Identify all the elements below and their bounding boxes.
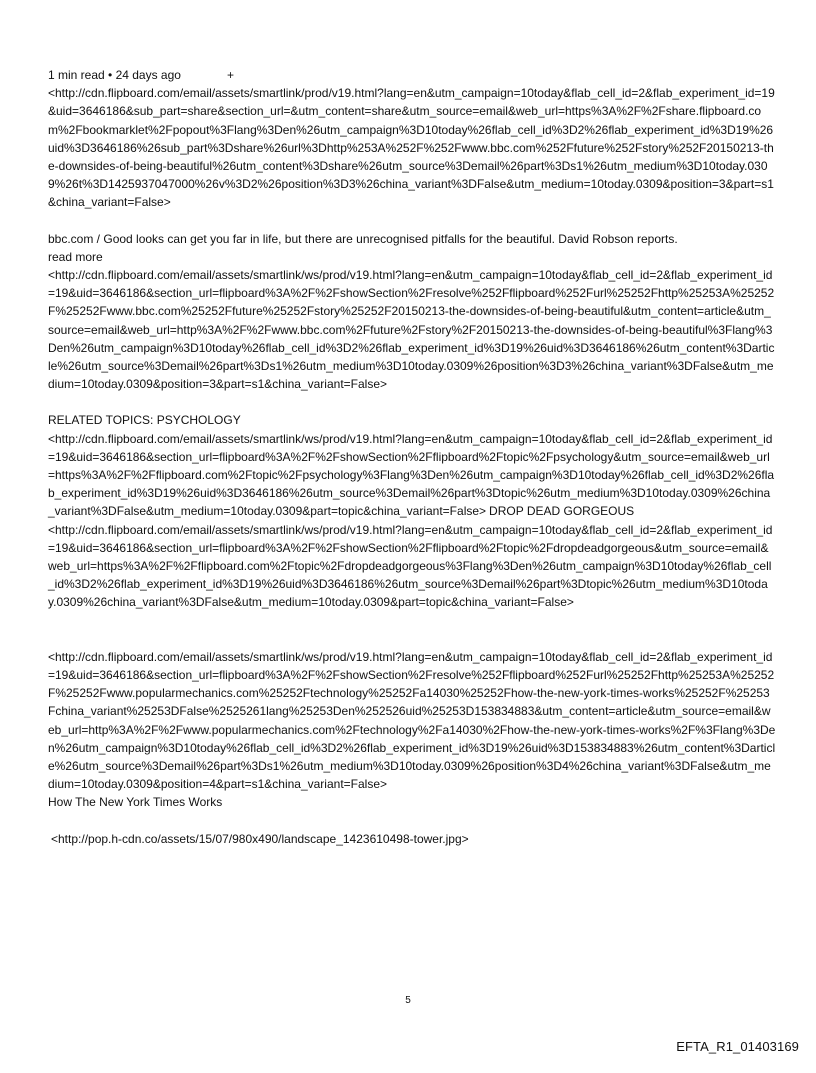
plus-icon[interactable]: +: [226, 68, 234, 82]
spacer: [48, 612, 776, 648]
spacer: [48, 393, 776, 411]
article-summary: bbc.com / Good looks can get you far in life, but there are unrecognised pitfalls for the beautiful. David Robson reports.: [48, 231, 678, 246]
article-meta: [48, 66, 776, 84]
page-number: 5: [405, 995, 411, 1006]
related-topics-label: RELATED TOPICS: PSYCHOLOGY: [48, 413, 241, 428]
read-more-link[interactable]: read more: [48, 249, 103, 264]
email-document: [48, 66, 776, 848]
popular-mechanics-link[interactable]: <http://cdn.flipboard.com/email/assets/smartlink/ws/prod/v19.html?lang=en&utm_campaign=10today&flab_cell_id=2&flab_experiment_id=19&uid=3646186&section_url=flipboard%3A%2F%2FshowSection%2Fresolve%252Fflipboard%252Furl%25252Fhttp%25253A%25252F%25252Fwww.popularmechanics.com%25252Ftechnology%25252Fa14030%25252Fhow-the-new-york-times-works%25252F%25253Fchina_variant%25253DFalse%2525261lang%25253Den%252526uid%25253D153834883&utm_content=article&utm_source=email&web_url=http%3A%2F%2Fwww.popularmechanics.com%2Ftechnology%2Fa14030%2Fhow-the-new-york-times-works%2F%3Flang%3Den%26utm_campaign%3D10today%26flab_cell_id%3D2%26flab_experiment_id%3D19%26uid%3D153834883%26utm_content%3Darticle%26utm_source%3Demail%26part%3Ds1%26utm_medium%3D10today.0309%26position%3D4%26china_variant%3DFalse&utm_medium=10today.0309&position=4&part=s1&china_variant=False>: [48, 649, 776, 792]
image-link[interactable]: <http://pop.h-cdn.co/assets/15/07/980x490/landscape_1423610498-tower.jpg>: [51, 831, 469, 846]
read-more-url[interactable]: <http://cdn.flipboard.com/email/assets/smartlink/ws/prod/v19.html?lang=en&utm_campaign=10today&flab_cell_id=2&flab_experiment_id=19&uid=3646186&section_url=flipboard%3A%2F%2FshowSection%2Fresolve%252Fflipboard%252Furl%25252Fhttp%25253A%25252F%25252Fwww.bbc.com%25252Ffuture%25252Fstory%25252F20150213-the-downsides-of-being-beautiful&utm_content=article&utm_source=email&web_url=http%3A%2F%2Fwww.bbc.com%2Ffuture%2Fstory%2F20150213-the-downsides-of-being-beautiful%3Flang%3Den%26utm_campaign%3D10today%26flab_cell_id%3D2%26flab_experiment_id%3D19%26uid%3D3646186%26utm_content%3Darticle%26utm_source%3Demail%26part%3Ds1%26utm_medium%3D10today.0309%26position%3D3%26china_variant%3DFalse&utm_medium=10today.0309&position=3&part=s1&china_variant=False>: [48, 268, 775, 392]
spacer: [48, 212, 776, 230]
psychology-topic-link[interactable]: <http://cdn.flipboard.com/email/assets/smartlink/ws/prod/v19.html?lang=en&utm_campaign=10today&flab_cell_id=2&flab_experiment_id=19&uid=3646186&section_url=flipboard%3A%2F%2FshowSection%2Fflipboard%2Ftopic%2Fpsychology&utm_source=email&web_url=https%3A%2F%2Fflipboard.com%2Ftopic%2Fpsychology%3Flang%3Den%26utm_campaign%3D10today%26flab_cell_id%3D2%26flab_experiment_id%3D19%26uid%3D3646186%26utm_source%3Demail%26part%3Dtopic%26utm_medium%3D10today.0309%26china_variant%3DFalse&utm_medium=10today.0309&part=topic&china_variant=False>: [48, 431, 775, 519]
document-id: EFTA_R1_01403169: [676, 1039, 799, 1054]
drop-dead-gorgeous-label[interactable]: DROP DEAD GORGEOUS: [489, 504, 635, 519]
drop-dead-gorgeous-link[interactable]: <http://cdn.flipboard.com/email/assets/smartlink/ws/prod/v19.html?lang=en&utm_campaign=10today&flab_cell_id=2&flab_experiment_id=19&uid=3646186&section_url=flipboard%3A%2F%2FshowSection%2Fflipboard%2Ftopic%2Fdropdeadgorgeous&utm_source=email&web_url=https%3A%2F%2Fflipboard.com%2Ftopic%2Fdropdeadgorgeous%3Flang%3Den%26utm_campaign%3D10today%26flab_cell_id%3D2%26flab_experiment_id%3D19%26uid%3D3646186%26utm_source%3Demail%26part%3Dtopic%26utm_medium%3D10today.0309%26china_variant%3DFalse&utm_medium=10today.0309&part=topic&china_variant=False>: [48, 522, 773, 610]
article-title: How The New York Times Works: [48, 795, 223, 810]
spacer: [48, 812, 776, 830]
read-time-text: 1 min read • 24 days ago: [48, 68, 181, 82]
share-link[interactable]: <http://cdn.flipboard.com/email/assets/smartlink/prod/v19.html?lang=en&utm_campaign=10today&flab_cell_id=2&flab_experiment_id=19&uid=3646186&sub_part=share&section_url=&utm_content=share&utm_source=email&web_url=https%3A%2F%2Fshare.flipboard.com%2Fbookmarklet%2Fpopout%3Flang%3Den%26utm_campaign%3D10today%26flab_cell_id%3D2%26flab_experiment_id%3D19%26uid%3D3646186%26sub_part%3Dshare%26url%3Dhttp%253A%252F%252Fwww.bbc.com%252Ffuture%252Fstory%252F20150213-the-downsides-of-being-beautiful%26utm_content%3Dshare%26utm_source%3Demail%26part%3Ds1%26utm_medium%3D10today.0309%26t%3D1425937047000%26v%3D2%26position%3D3%26china_variant%3DFalse&utm_medium=10today.0309&position=3&part=s1&china_variant=False>: [48, 86, 775, 210]
psychology-topic-block: [48, 430, 776, 521]
